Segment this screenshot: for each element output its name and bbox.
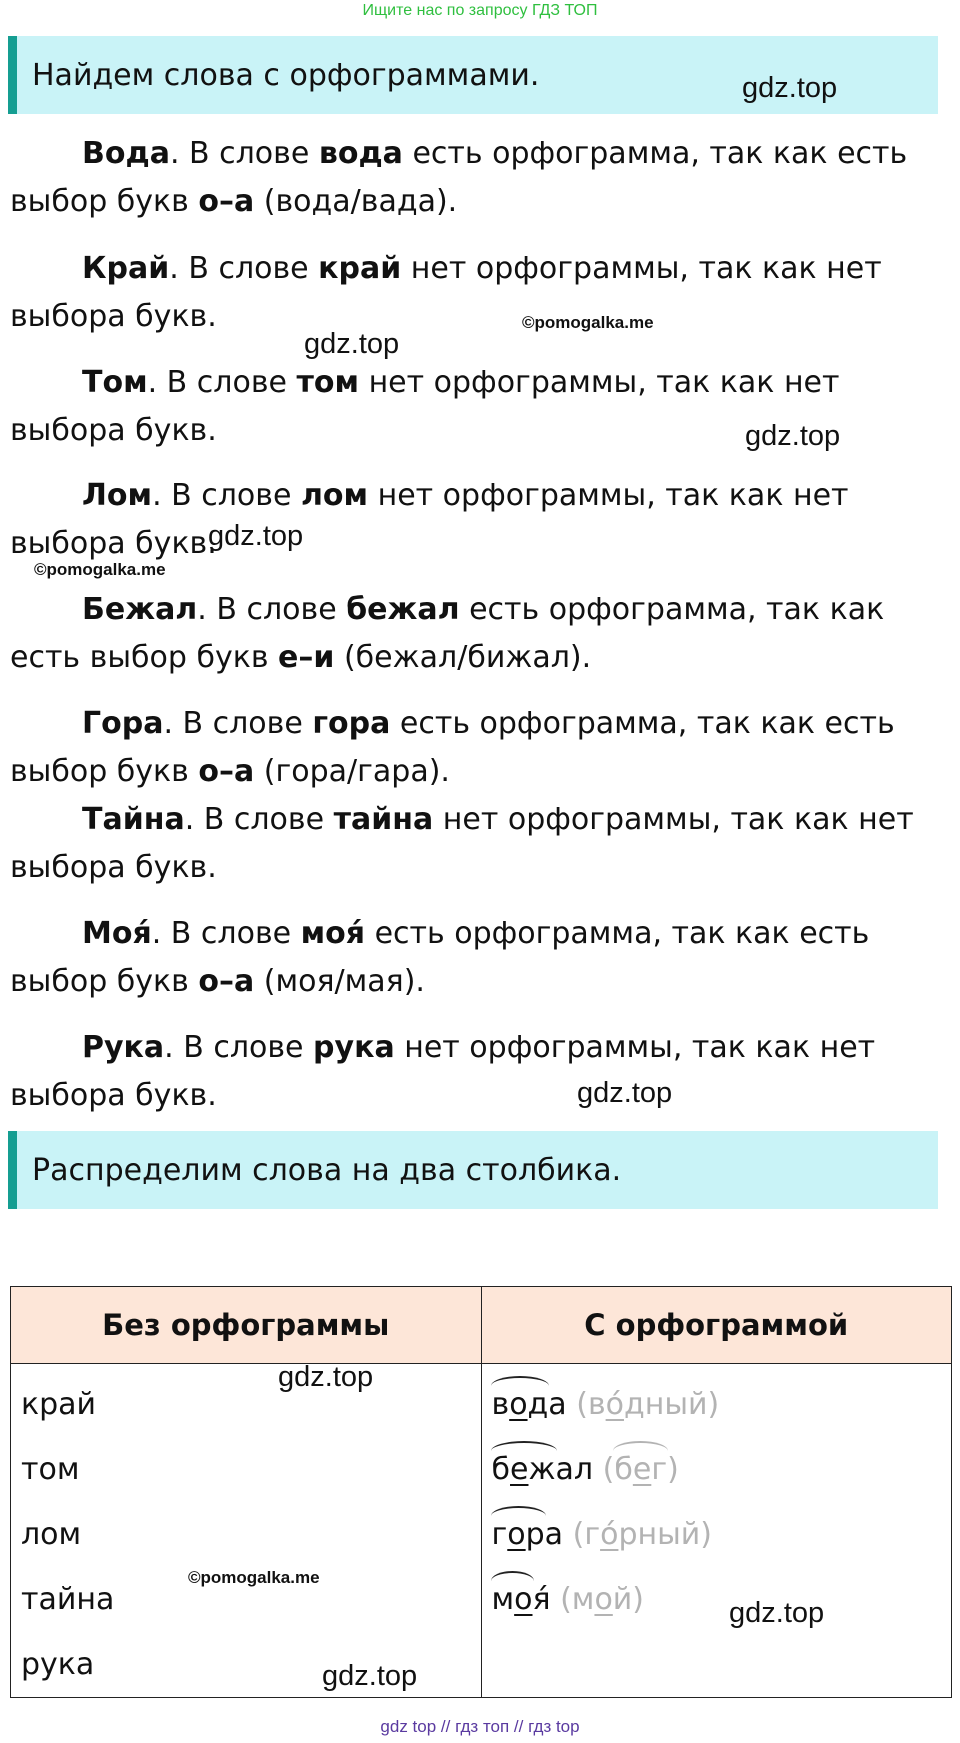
footer: gdz top // гдз топ // гдз top (380, 1717, 580, 1736)
root-mark: мо (492, 1567, 533, 1632)
watermark-pomogalka: ©pomogalka.me (188, 1568, 320, 1587)
root-mark: беж (492, 1437, 556, 1502)
section-title: Найдем слова с орфограммами. (32, 58, 540, 93)
section-title: Распределим слова на два столбика. (32, 1153, 622, 1188)
entry-paragraph: Лом. В слове лом нет орфограммы, так как нет выбора букв. (10, 478, 849, 561)
check-word: (мой) (550, 1582, 645, 1617)
watermark-gdz: gdz.top (745, 420, 841, 452)
list-item: лом (21, 1517, 82, 1552)
watermark-pomogalka: ©pomogalka.me (34, 560, 166, 579)
col-without-cell (11, 1364, 482, 1698)
watermark-pomogalka: ©pomogalka.me (522, 313, 654, 332)
watermark-gdz: gdz.top (278, 1361, 374, 1393)
watermark-gdz: gdz.top (577, 1077, 673, 1109)
watermark-gdz: gdz.top (208, 520, 304, 552)
col-with-cell (481, 1364, 952, 1698)
entry-paragraph: Тайна. В слове тайна нет орфограммы, так как нет выбора букв. (10, 802, 914, 885)
entry-paragraph: Гора. В слове гора есть орфограмма, так как есть выбор букв о–а (гора/гара). (10, 706, 895, 789)
list-item: том (21, 1452, 80, 1487)
watermark-gdz: gdz.top (304, 328, 400, 360)
list-item: гора (го́рный) (482, 1502, 952, 1567)
check-word: (го́рный) (563, 1517, 712, 1552)
list-item: вода (во́дный) (482, 1372, 952, 1437)
list-item: рука (21, 1647, 95, 1682)
root-mark: вод (492, 1372, 549, 1437)
list-item: бежал (бег) (482, 1437, 952, 1502)
col-header-without: Без орфограммы (11, 1287, 482, 1364)
watermark-gdz: gdz.top (729, 1597, 825, 1629)
check-word: (во́дный) (566, 1387, 720, 1422)
entry-paragraph: Моя́. В слове моя́ есть орфограмма, так как есть выбор букв о–а (моя/мая). (10, 916, 870, 999)
list-item: моя́ (мой) (482, 1567, 952, 1632)
check-word: (бег) (593, 1452, 679, 1487)
entry-paragraph: Бежал. В слове бежал есть орфограмма, так как есть выбор букв е–и (бежал/бижал). (10, 592, 885, 675)
col-header-with: С орфограммой (481, 1287, 952, 1364)
watermark-gdz: gdz.top (322, 1660, 418, 1692)
list-item: тайна (21, 1582, 115, 1617)
top-banner: Ищите нас по запросу ГДЗ ТОП (362, 2, 598, 19)
root-mark: гор (492, 1502, 545, 1567)
entry-paragraph: Том. В слове том нет орфограммы, так как нет выбора букв. (10, 365, 840, 448)
entry-paragraph: Рука. В слове рука нет орфограммы, так как нет выбора букв. (10, 1030, 876, 1113)
entry-paragraph: Край. В слове край нет орфограммы, так как нет выбора букв. (10, 251, 882, 334)
list-item: край (21, 1387, 97, 1422)
section-header-distribute (8, 1131, 938, 1209)
entry-paragraph: Вода. В слове вода есть орфограмма, так как есть выбор букв о–а (вода/вада). (10, 136, 908, 219)
words-table (10, 1286, 952, 1698)
watermark-gdz: gdz.top (742, 72, 838, 104)
